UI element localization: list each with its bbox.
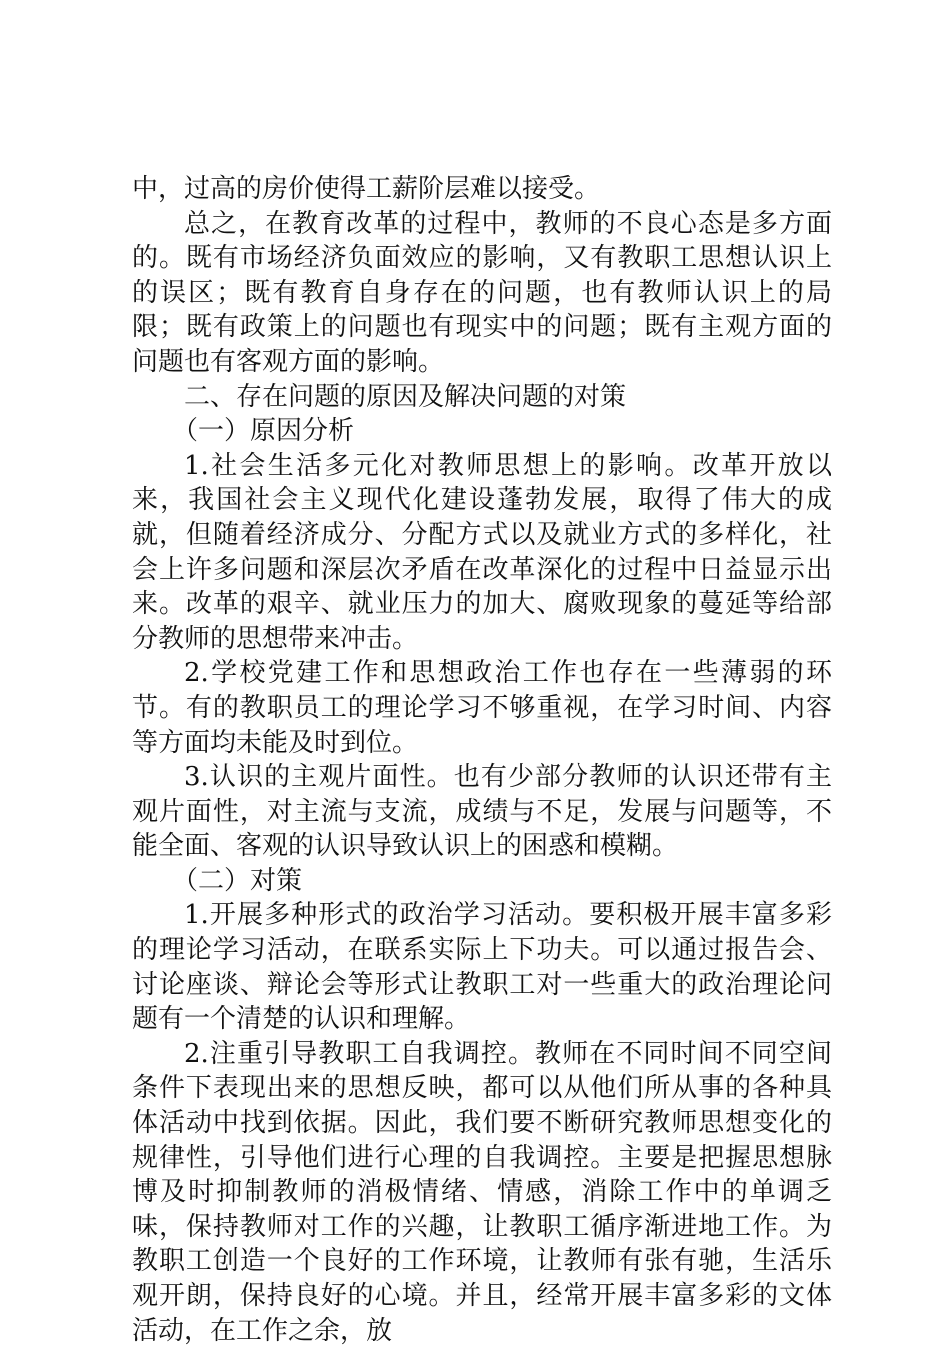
subsection-heading-measures: （二）对策 (172, 865, 303, 896)
section-heading: 二、存在问题的原因及解决问题的对策 (184, 381, 627, 412)
paragraph-measure-2: 2.注重引导教职工自我调控。教师在不同时间不同空间条件下表现出来的思想反映，都可以从他们所从事的各种具体活动中找到依据。因此，我们要不断研究教师思想变化的规律性，引导他们进行心理的自我调控。主要是把握思想脉博及时抑制教师的消极情绪、情感，消除工作中的单调乏味，保持教师对工作的兴趣，让教职工循序渐进地工作。为教职工创造一个良好的工作环境，让教师有张有驰，生活乐观开朗，保持良好的心境。并且，经常开展丰富多彩的文体活动，在工作之余，放 (132, 1038, 832, 1346)
paragraph-measure-1: 1.开展多种形式的政治学习活动。要积极开展丰富多彩的理论学习活动，在联系实际上下功夫。可以通过报告会、讨论座谈、辩论会等形式让教职工对一些重大的政治理论问题有一个清楚的认识和理解。 (132, 900, 832, 1035)
paragraph-cause-2: 2.学校党建工作和思想政治工作也存在一些薄弱的环节。有的教职员工的理论学习不够重视，在学习时间、内容等方面均未能及时到位。 (132, 658, 832, 758)
paragraph-cause-1: 1.社会生活多元化对教师思想上的影响。改革开放以来，我国社会主义现代化建设蓬勃发展，取得了伟大的成就，但随着经济成分、分配方式以及就业方式的多样化，社会上许多问题和深层次矛盾在改革深化的过程中日益显示出来。改革的艰辛、就业压力的加大、腐败现象的蔓延等给部分教师的思想带来冲击。 (132, 450, 832, 654)
paragraph-continuation: 中，过高的房价使得工薪阶层难以接受。 (132, 174, 601, 204)
document-page (132, 172, 832, 1348)
paragraph-summary: 总之，在教育改革的过程中，教师的不良心态是多方面的。既有市场经济负面效应的影响，又有教职工思想认识上的误区；既有教育自身存在的问题，也有教师认识上的局限；既有政策上的问题也有现实中的问题；既有主观方面的问题也有客观方面的影响。 (132, 208, 832, 377)
paragraph-cause-3: 3.认识的主观片面性。也有少部分教师的认识还带有主观片面性，对主流与支流，成绩与不足，发展与问题等，不能全面、客观的认识导致认识上的困惑和模糊。 (132, 762, 832, 862)
subsection-heading-causes: （一）原因分析 (172, 416, 355, 447)
